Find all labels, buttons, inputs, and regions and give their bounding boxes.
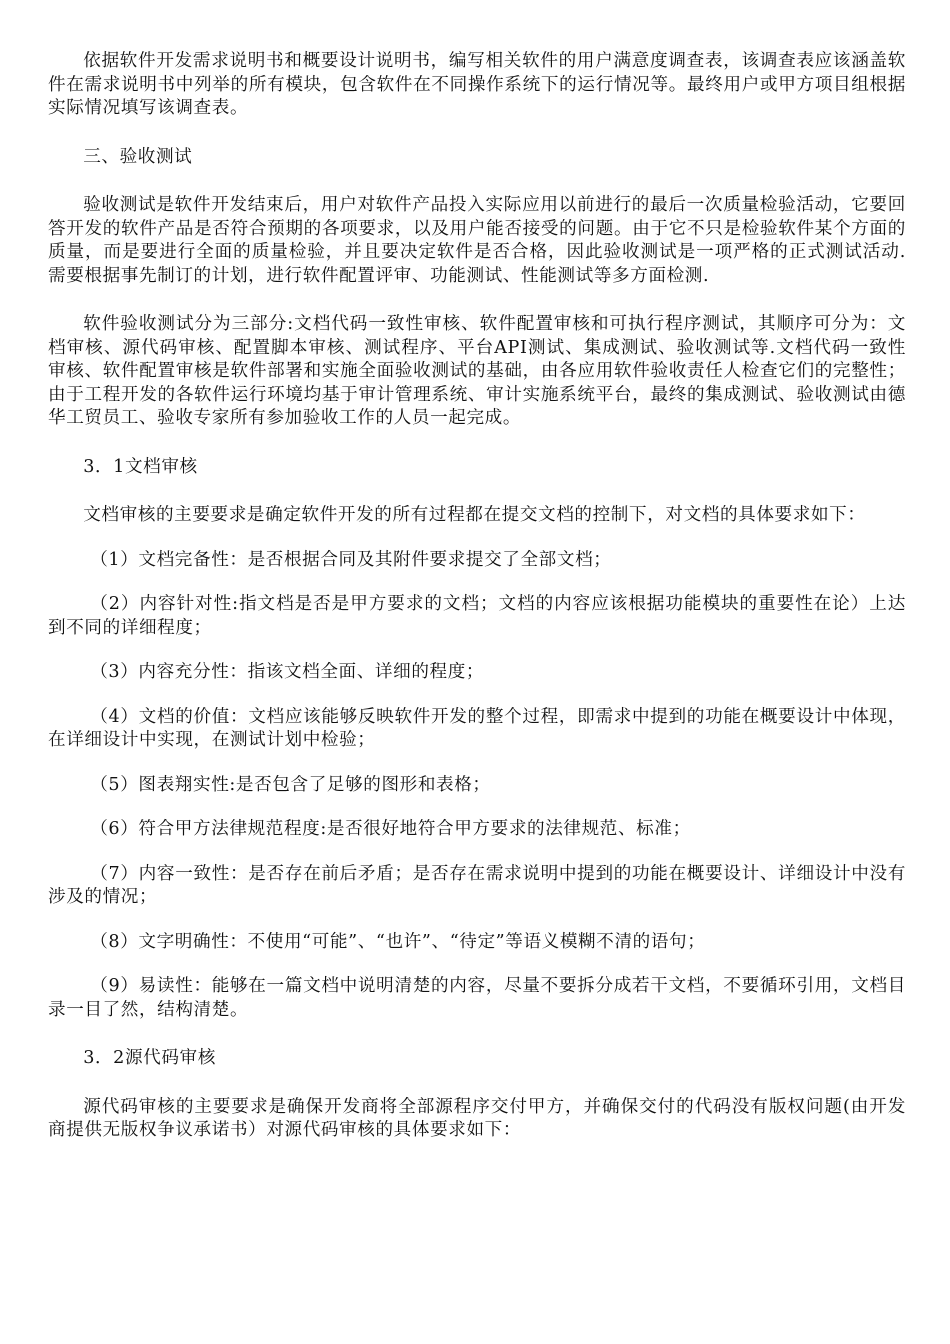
review-item-6: （6）符合甲方法律规范程度:是否很好地符合甲方要求的法律规范、标准； <box>90 819 691 839</box>
review-item-1: （1）文档完备性：是否根据合同及其附件要求提交了全部文档； <box>90 549 612 570</box>
section-heading-source-code-review: 3．2源代码审核 <box>83 1048 216 1068</box>
source-code-review-paragraph: 源代码审核的主要要求是确保开发商将全部源程序交付甲方，并确保交付的代码没有版权问题(由开发商提供无版权争议承诺书）对源代码审核的具体要求如下： <box>48 1096 906 1140</box>
document-review-paragraph: 文档审核的主要要求是确定软件开发的所有过程都在提交文档的控制下，对文档的具体要求如下： <box>83 505 866 525</box>
document-page <box>48 50 906 1143</box>
acceptance-parts-paragraph: 软件验收测试分为三部分:文档代码一致性审核、软件配置审核和可执行程序测试，其顺序可分为：文档审核、源代码审核、配置脚本审核、测试程序、平台API测试、集成测试、验收测试等.文档代码一致性审核、软件配置审核是软件部署和实施全面验收测试的基础，由各应用软件验收责任人检查它们的完整性；由于工程开发的各软件运行环境均基于审计管理系统、审计实施系统平台，最终的集成测试、验收测试由德华工贸员工、验收专家所有参加验收工作的人员一起完成。 <box>48 314 906 428</box>
section-heading-document-review: 3．1文档审核 <box>83 456 198 477</box>
review-item-3: （3）内容充分性：指该文档全面、详细的程度； <box>90 662 485 682</box>
review-item-5: （5）图表翔实性:是否包含了足够的图形和表格； <box>90 774 491 795</box>
review-item-7: （7）内容一致性：是否存在前后矛盾；是否存在需求说明中提到的功能在概要设计、详细设计中没有涉及的情况； <box>48 863 906 907</box>
review-item-8: （8）文字明确性：不使用“可能”、“也许”、“待定”等语义模糊不清的语句； <box>90 931 706 952</box>
intro-paragraph: 依据软件开发需求说明书和概要设计说明书，编写相关软件的用户满意度调查表，该调查表应该涵盖软件在需求说明书中列举的所有模块，包含软件在不同操作系统下的运行情况等。最终用户或甲方项目组根据实际情况填写该调查表。 <box>48 51 906 118</box>
section-heading-acceptance-test: 三、验收测试 <box>83 146 193 167</box>
review-item-2: （2）内容针对性:指文档是否是甲方要求的文档；文档的内容应该根据功能模块的重要性在论）上达到不同的详细程度； <box>48 594 906 638</box>
review-item-4: （4）文档的价值：文档应该能够反映软件开发的整个过程，即需求中提到的功能在概要设计中体现，在详细设计中实现，在测试计划中检验； <box>48 706 906 750</box>
review-item-9: （9）易读性：能够在一篇文档中说明清楚的内容，尽量不要拆分成若干文档，不要循环引用，文档目录一目了然，结构清楚。 <box>48 976 906 1020</box>
acceptance-test-paragraph: 验收测试是软件开发结束后，用户对软件产品投入实际应用以前进行的最后一次质量检验活动，它要回答开发的软件产品是否符合预期的各项要求，以及用户能否接受的问题。由于它不只是检验软件某个方面的质量，而是要进行全面的质量检验，并且要决定软件是否合格，因此验收测试是一项严格的正式测试活动.需要根据事先制订的计划，进行软件配置评审、功能测试、性能测试等多方面检测. <box>48 195 906 286</box>
